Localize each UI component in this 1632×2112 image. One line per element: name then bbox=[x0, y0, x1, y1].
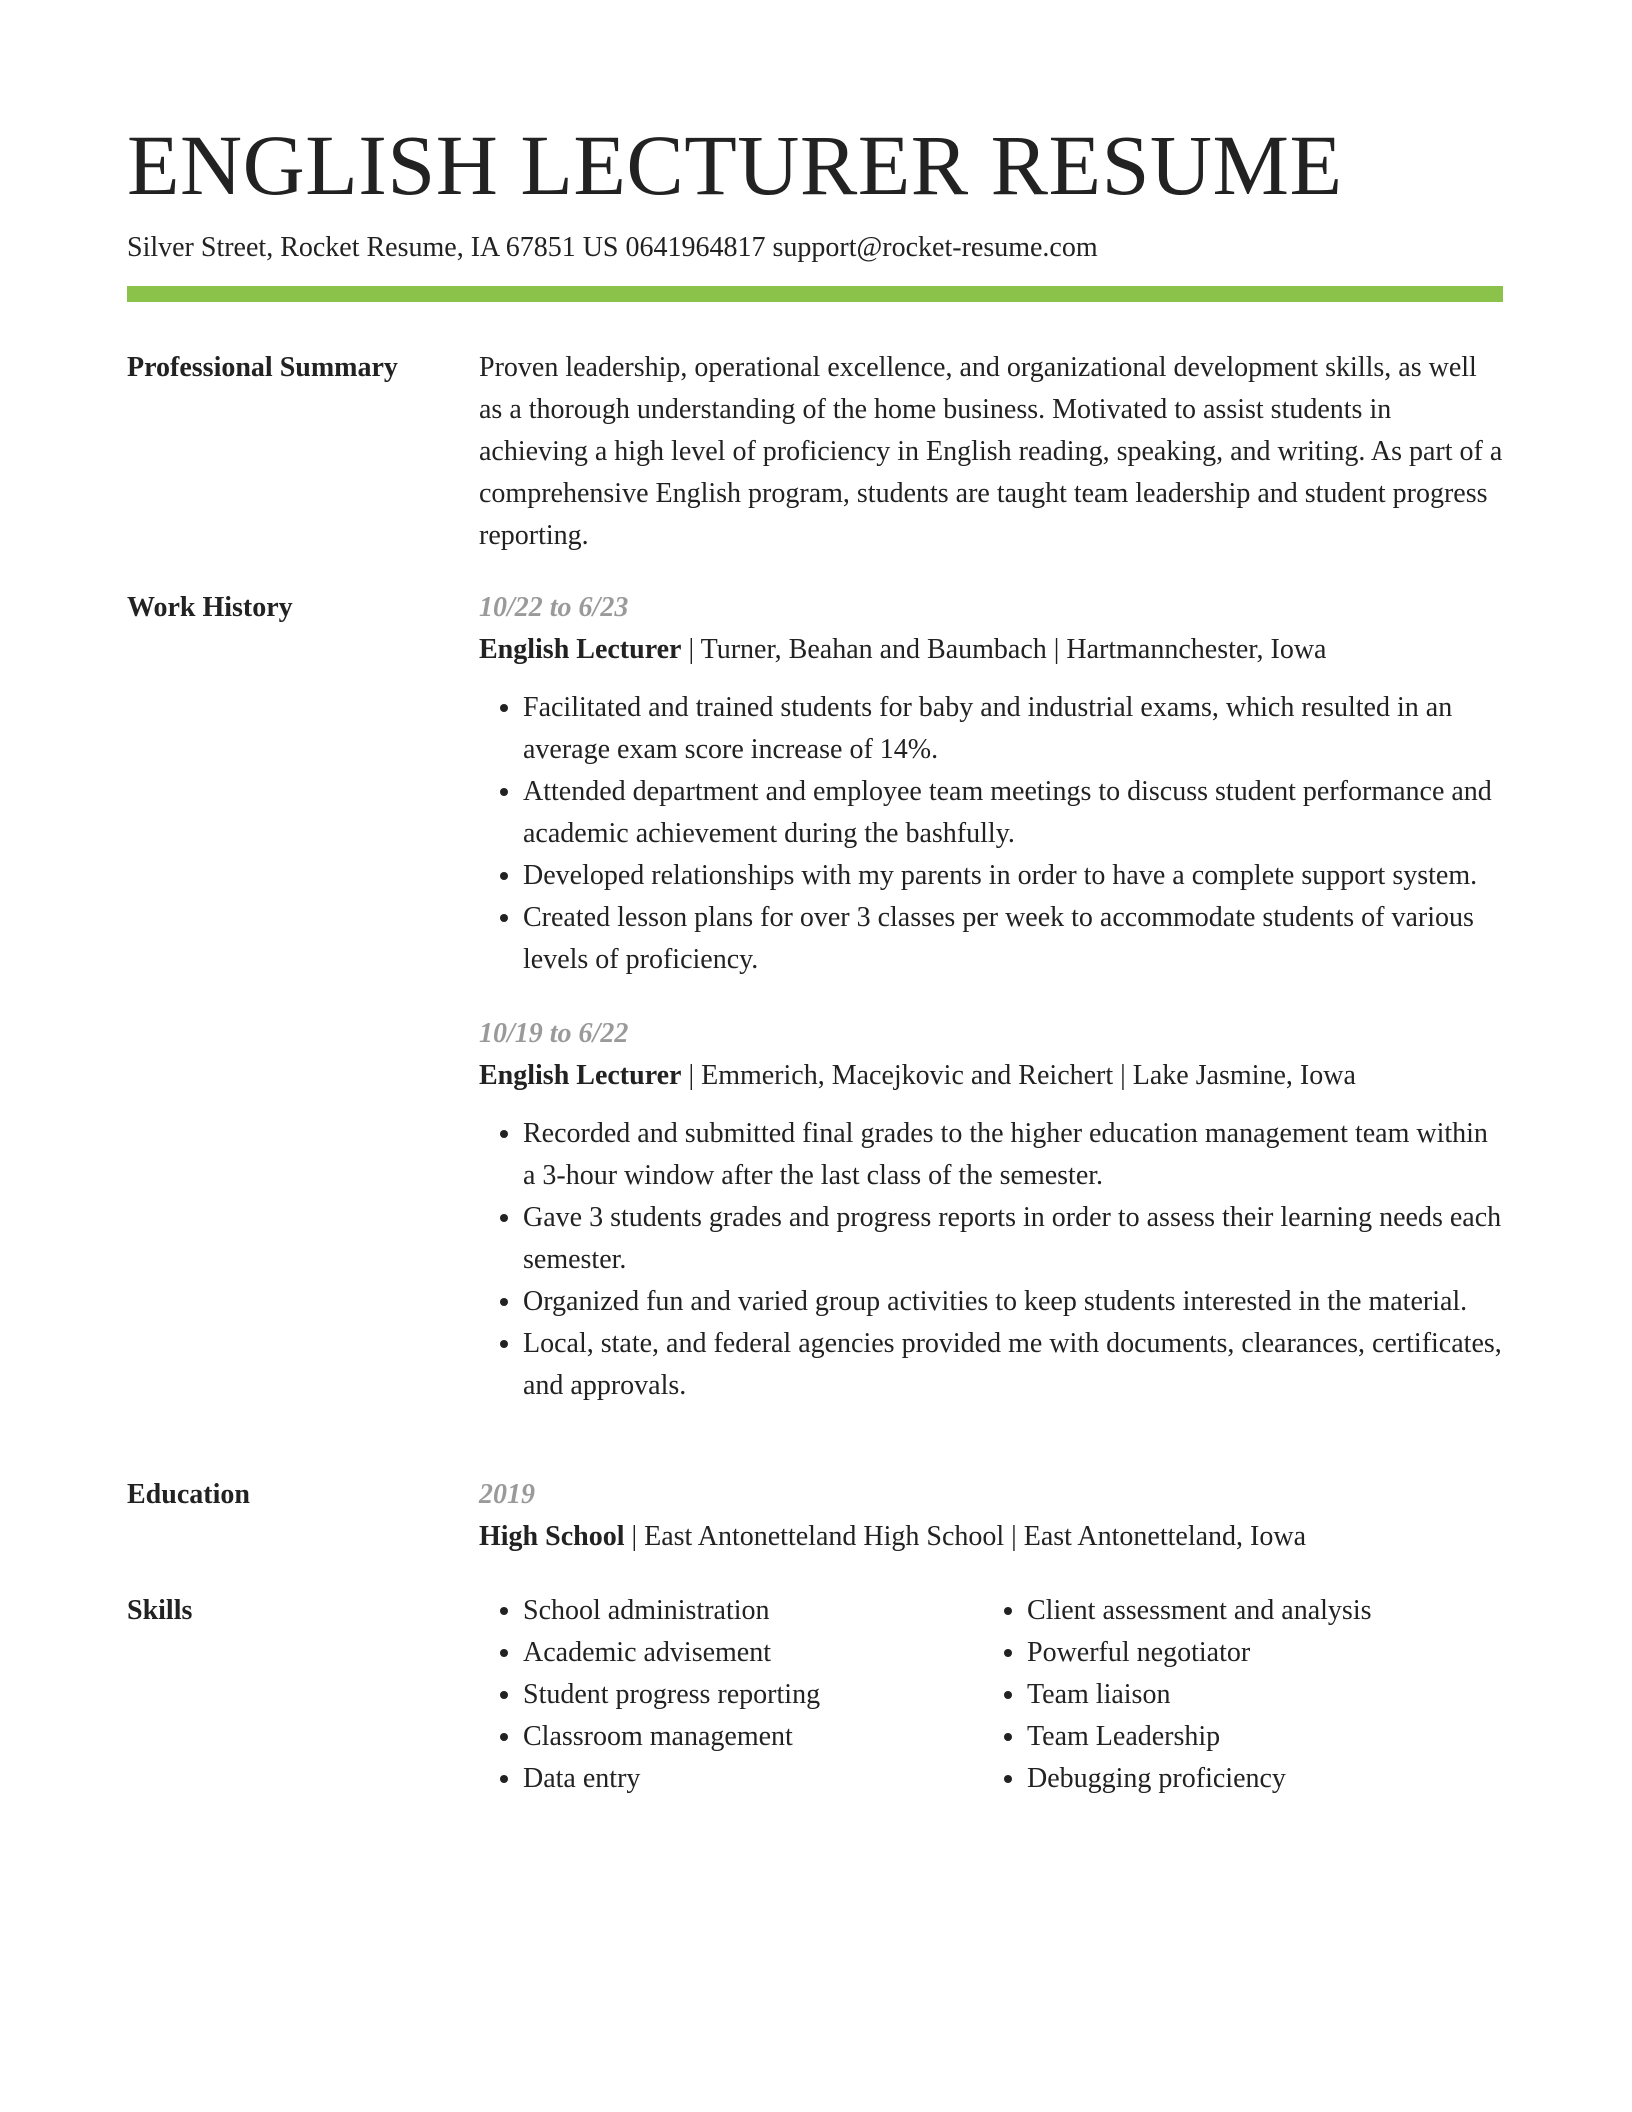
job-entry bbox=[479, 1013, 1503, 1407]
education-date: 2019 bbox=[479, 1479, 535, 1510]
section-label-summary: Professional Summary bbox=[127, 352, 398, 383]
job-details: | Emmerich, Macejkovic and Reichert | Lake Jasmine, Iowa bbox=[681, 1060, 1356, 1091]
list-item: • Facilitated and trained students for baby and industrial exams, which resulted in an average exam score increase of 14%. bbox=[523, 687, 1503, 771]
list-item: • Created lesson plans for over 3 classes per week to accommodate students of various levels of proficiency. bbox=[523, 897, 1503, 981]
list-item: • Developed relationships with my parents in order to have a complete support system. bbox=[523, 855, 1503, 897]
job-entry bbox=[479, 587, 1503, 981]
section-label-work: Work History bbox=[127, 592, 293, 623]
list-item: • Debugging proficiency bbox=[1027, 1758, 1487, 1800]
education-body bbox=[479, 1474, 1503, 1558]
section-label-skills: Skills bbox=[127, 1595, 193, 1626]
job-date: 10/22 to 6/23 bbox=[479, 592, 629, 623]
job-bullets bbox=[479, 1113, 1503, 1407]
list-item: • Client assessment and analysis bbox=[1027, 1590, 1487, 1632]
contact-line: Silver Street, Rocket Resume, IA 67851 US 0641964817 support@rocket-resume.com bbox=[127, 232, 1098, 263]
list-item: • Recorded and submitted final grades to the higher education management team within a 3-hour window after the last class of the semester. bbox=[523, 1113, 1503, 1197]
list-item: • School administration bbox=[523, 1590, 983, 1632]
work-history-body bbox=[479, 587, 1503, 1407]
section-label-education: Education bbox=[127, 1479, 250, 1510]
list-item: • Academic advisement bbox=[523, 1632, 983, 1674]
list-item: • Student progress reporting bbox=[523, 1674, 983, 1716]
list-item: • Team Leadership bbox=[1027, 1716, 1487, 1758]
education-degree: High School bbox=[479, 1521, 625, 1552]
job-details: | Turner, Beahan and Baumbach | Hartmannchester, Iowa bbox=[681, 634, 1327, 665]
job-heading bbox=[479, 629, 1503, 671]
list-item: • Local, state, and federal agencies provided me with documents, clearances, certificates, and approvals. bbox=[523, 1323, 1503, 1407]
resume-title: ENGLISH LECTURER RESUME bbox=[127, 117, 1343, 213]
list-item: • Organized fun and varied group activities to keep students interested in the material. bbox=[523, 1281, 1503, 1323]
list-item: • Team liaison bbox=[1027, 1674, 1487, 1716]
skills-list-right bbox=[983, 1590, 1487, 1800]
list-item: • Classroom management bbox=[523, 1716, 983, 1758]
education-heading bbox=[479, 1516, 1503, 1558]
job-date: 10/19 to 6/22 bbox=[479, 1018, 629, 1049]
education-details: | East Antonetteland High School | East Antonetteland, Iowa bbox=[624, 1521, 1307, 1552]
skills-columns bbox=[479, 1590, 1503, 1800]
job-heading bbox=[479, 1055, 1503, 1097]
job-title: English Lecturer bbox=[479, 634, 682, 665]
list-item: • Gave 3 students grades and progress reports in order to assess their learning needs each semester. bbox=[523, 1197, 1503, 1281]
job-bullets bbox=[479, 687, 1503, 981]
list-item: • Attended department and employee team meetings to discuss student performance and academic achievement during the bashfully. bbox=[523, 771, 1503, 855]
list-item: • Powerful negotiator bbox=[1027, 1632, 1487, 1674]
list-item: • Data entry bbox=[523, 1758, 983, 1800]
skills-body bbox=[479, 1590, 1503, 1800]
job-title: English Lecturer bbox=[479, 1060, 682, 1091]
skills-list-left bbox=[479, 1590, 983, 1800]
header-divider bbox=[127, 286, 1503, 302]
summary-text: Proven leadership, operational excellence, and organizational development skills, as well as a thorough understanding of the home business. Motivated to assist students in achieving a high level of proficiency in English reading, speaking, and writing. As part of a comprehensive English program, students are taught team leadership and student progress reporting. bbox=[479, 352, 1503, 551]
